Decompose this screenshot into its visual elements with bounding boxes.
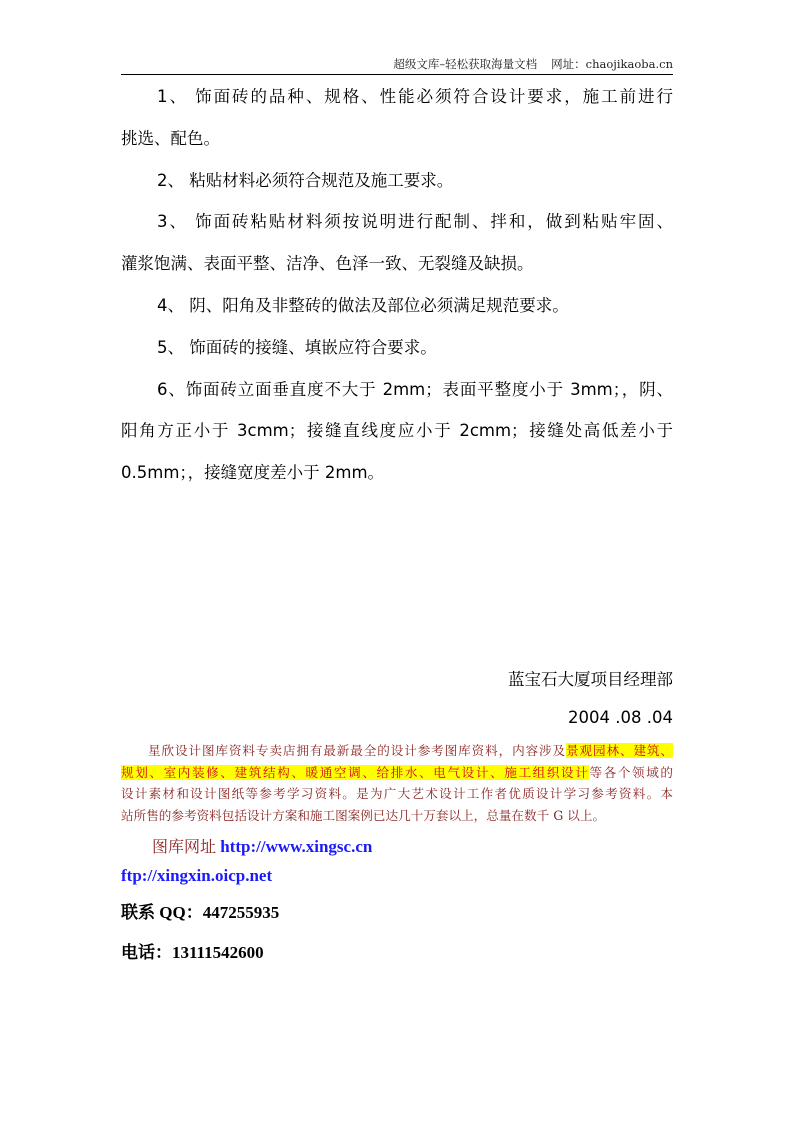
promo-text: 设计素材和设计图纸等参考学习资料。是为广大艺术设计工作者优质设计学习参考资料。本 bbox=[121, 786, 673, 801]
signature-date: 2004 .08 .04 bbox=[568, 708, 673, 727]
body-line: 灌浆饱满、表面平整、洁净、色泽一致、无裂缝及缺损。 bbox=[121, 254, 534, 274]
body-line: 4、 阴、阳角及非整砖的做法及部位必须满足规范要求。 bbox=[157, 295, 569, 315]
body-line: 3、 饰面砖粘贴材料须按说明进行配制、拌和，做到粘贴牢固、 bbox=[157, 212, 673, 232]
body-line: 2、 粘贴材料必须符合规范及施工要求。 bbox=[157, 170, 454, 190]
site-link[interactable]: http://www.xingsc.cn bbox=[220, 837, 373, 856]
qq-contact: 联系 QQ：447255935 bbox=[121, 903, 280, 922]
promo-highlight: 规划、室内装修、建筑结构、暖通空调、给排水、电气设计、施工组织设计 bbox=[121, 764, 590, 780]
phone-contact: 电话：13111542600 bbox=[121, 943, 264, 962]
promo-text: 等各个领域的 bbox=[589, 764, 674, 780]
promo-highlight: 景观园林、建筑、 bbox=[566, 743, 673, 758]
signature-org: 蓝宝石大厦项目经理部 bbox=[508, 670, 673, 689]
body-line: 1、 饰面砖的品种、规格、性能必须符合设计要求，施工前进行 bbox=[157, 87, 673, 106]
promo-text: 星欣设计图库资料专卖店拥有最新最全的设计参考图库资料，内容涉及 bbox=[148, 743, 567, 758]
body-line: 挑选、配色。 bbox=[121, 128, 220, 148]
header-left: 超级文库–轻松获取海量文档 bbox=[393, 57, 538, 71]
body-text bbox=[121, 84, 673, 502]
body-line: 阳角方正小于 3cmm；接缝直线度应小于 2cmm；接缝处高低差小于 bbox=[121, 421, 673, 441]
promo-text: 站所售的参考资料包括设计方案和施工图案例已达几十万套以上，总量在数千 G 以上。 bbox=[121, 807, 606, 823]
ftp-link[interactable]: ftp://xingxin.oicp.net bbox=[121, 866, 273, 885]
promo-paragraph bbox=[121, 740, 673, 826]
site-label: 图库网址 bbox=[152, 837, 217, 856]
header-right: 网址：chaojikaoba.cn bbox=[551, 57, 673, 71]
body-line: 5、 饰面砖的接缝、填嵌应符合要求。 bbox=[157, 337, 437, 357]
body-line: 0.5mm；，接缝宽度差小于 2mm。 bbox=[121, 463, 385, 483]
body-line: 6、饰面砖立面垂直度不大于 2mm；表面平整度小于 3mm；，阴、 bbox=[157, 379, 673, 399]
page-header bbox=[121, 56, 673, 75]
